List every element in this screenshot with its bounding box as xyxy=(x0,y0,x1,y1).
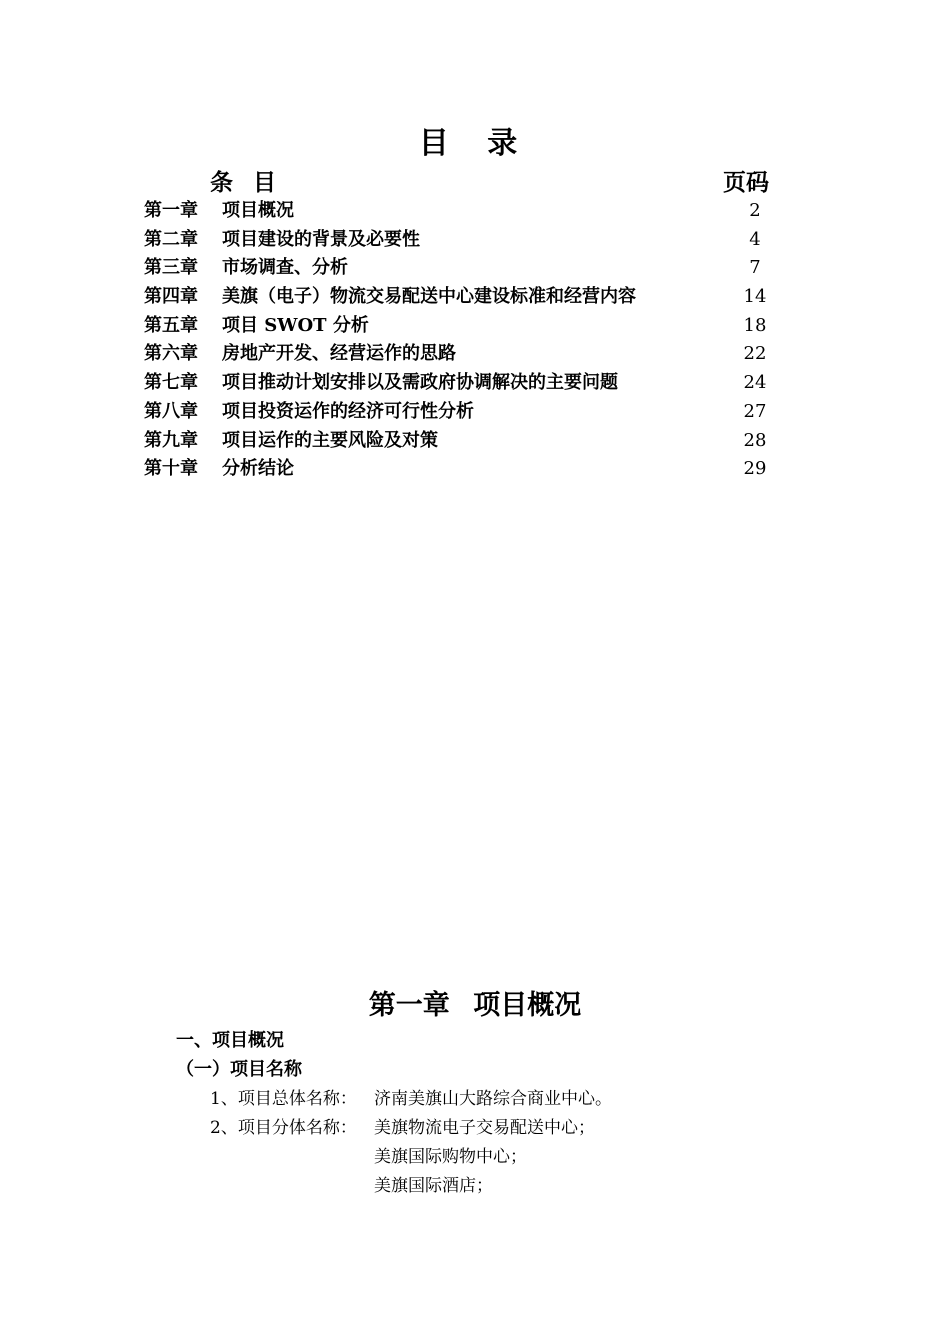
subsection-heading: （一）项目名称 xyxy=(176,1059,302,1080)
toc-page-number: 24 xyxy=(743,372,767,394)
toc-chapter-number: 第一章 xyxy=(144,200,198,221)
toc-chapter-number: 第四章 xyxy=(144,286,198,308)
toc-page-number: 28 xyxy=(743,429,767,451)
item-value: 济南美旗山大路综合商业中心。 xyxy=(374,1089,612,1109)
toc-entry xyxy=(0,197,950,226)
toc-header-items: 条 目 xyxy=(210,169,283,196)
toc-chapter-title: 项目投资运作的经济可行性分析 xyxy=(222,400,474,422)
toc-entry xyxy=(0,369,950,398)
toc-entry xyxy=(0,455,950,484)
toc-chapter-title: 项目运作的主要风险及对策 xyxy=(222,429,438,451)
item-value: 美旗国际酒店； xyxy=(374,1176,493,1196)
toc-page-number: 4 xyxy=(749,228,761,250)
toc-chapter-number: 第九章 xyxy=(144,429,198,451)
toc-page-number: 22 xyxy=(743,343,767,365)
toc-title: 目 录 xyxy=(418,126,532,161)
toc-entry xyxy=(0,254,950,283)
toc-chapter-number: 第二章 xyxy=(144,228,198,250)
toc-chapter-number: 第八章 xyxy=(144,400,198,422)
toc-chapter-title: 分析结论 xyxy=(222,458,294,480)
toc-chapter-number: 第五章 xyxy=(144,314,198,336)
chapter-title: 第一章 项目概况 xyxy=(368,990,582,1021)
toc-chapter-number: 第十章 xyxy=(144,458,198,480)
toc-page-number: 29 xyxy=(743,458,767,480)
toc-entry xyxy=(0,226,950,255)
toc-header-page: 页码 xyxy=(723,169,769,196)
toc-chapter-title: 美旗（电子）物流交易配送中心建设标准和经营内容 xyxy=(222,286,636,308)
item-label: 2、项目分体名称： xyxy=(210,1118,357,1138)
toc-page-number: 27 xyxy=(743,400,767,422)
toc-chapter-title: 项目推动计划安排以及需政府协调解决的主要问题 xyxy=(222,372,618,394)
toc-entry xyxy=(0,427,950,456)
toc-chapter-title: 市场调查、分析 xyxy=(222,257,348,279)
toc-chapter-number: 第六章 xyxy=(144,343,198,365)
toc-entry xyxy=(0,340,950,369)
toc-chapter-number: 第七章 xyxy=(144,372,198,394)
item-value: 美旗国际购物中心； xyxy=(374,1147,527,1167)
toc-entry xyxy=(0,398,950,427)
toc-chapter-title: 房地产开发、经营运作的思路 xyxy=(222,343,456,365)
toc-page-number: 7 xyxy=(749,257,761,279)
item-label: 1、项目总体名称： xyxy=(210,1089,357,1109)
toc-chapter-title: 项目概况 xyxy=(222,200,294,221)
section-heading: 一、项目概况 xyxy=(176,1030,284,1051)
toc-page-number: 18 xyxy=(743,314,767,336)
toc-list xyxy=(0,197,950,484)
toc-page-number: 14 xyxy=(743,286,767,308)
toc-page-number: 2 xyxy=(749,200,761,221)
toc-entry xyxy=(0,312,950,341)
item-value: 美旗物流电子交易配送中心； xyxy=(374,1118,595,1138)
toc-entry xyxy=(0,283,950,312)
toc-chapter-title: 项目建设的背景及必要性 xyxy=(222,228,420,250)
toc-chapter-number: 第三章 xyxy=(144,257,198,279)
toc-chapter-title: 项目 SWOT 分析 xyxy=(222,314,369,336)
